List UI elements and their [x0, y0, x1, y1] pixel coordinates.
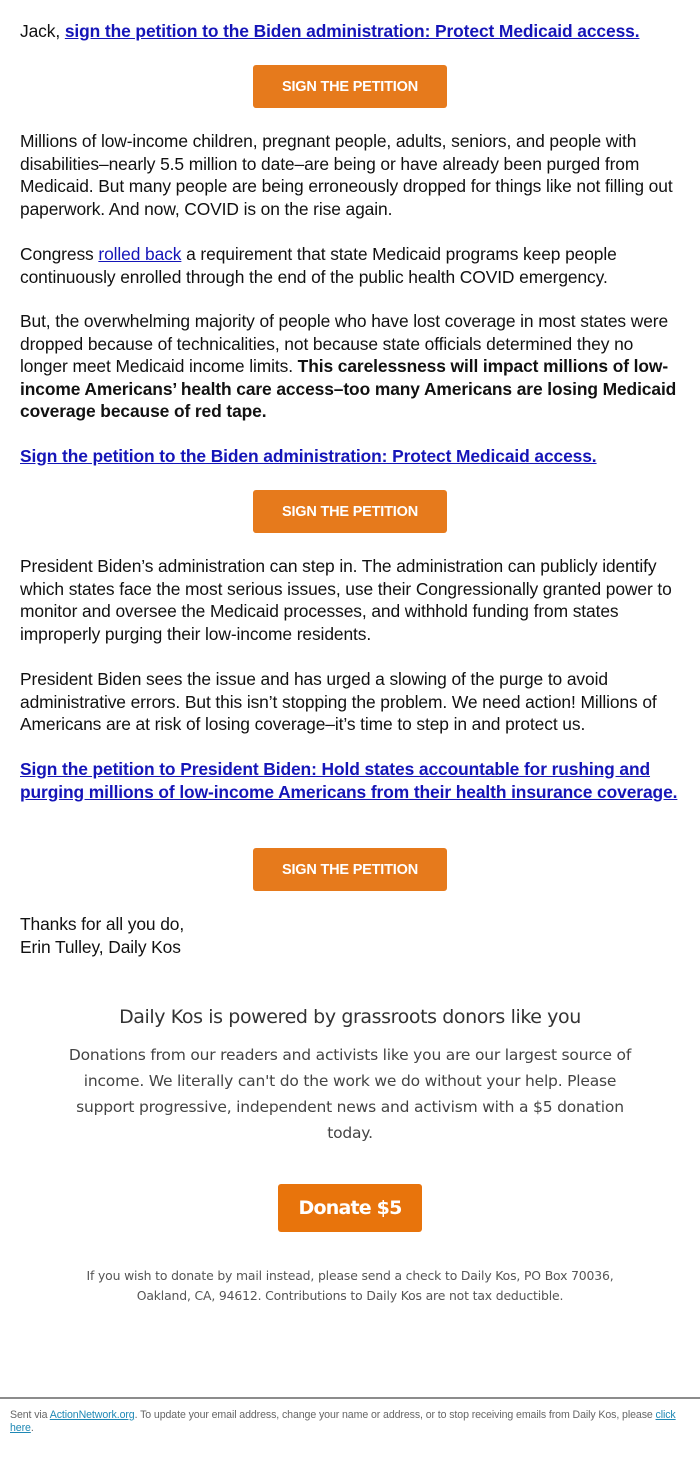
- intro-line: [20, 20, 680, 43]
- rolled-back-link[interactable]: rolled back: [98, 244, 182, 264]
- mail-donation-note: If you wish to donate by mail instead, please send a check to Daily Kos, PO Box 70036, Oakland, CA, 94612. Contributions to Daily Kos are not tax deductible.: [86, 1268, 614, 1303]
- footer-text: . To update your email address, change your name or address, or to stop receiving emails from Daily Kos, please: [134, 1409, 656, 1421]
- unsubscribe-link[interactable]: click here: [10, 1409, 676, 1434]
- donate-title: Daily Kos is powered by grassroots donors like you: [119, 1006, 581, 1028]
- paragraph-text: But, the overwhelming majority of people who have lost coverage in most states were dropped because of technicalities, not because state officials determined they no longer meet Medicaid income limits.: [20, 311, 669, 376]
- paragraph-technicalities: [20, 310, 680, 423]
- petition-link-2[interactable]: Sign the petition to the Biden administration: Protect Medicaid access.: [20, 446, 597, 466]
- petition-link-line-3: [20, 758, 680, 803]
- petition-link-line-2: [20, 445, 680, 468]
- paragraph-text: a requirement that state Medicaid programs keep people continuously enrolled through the end of the public health COVID emergency.: [20, 244, 617, 287]
- sign-petition-button-2[interactable]: SIGN THE PETITION: [253, 490, 447, 533]
- paragraph-administration: President Biden’s administration can step in. The administration can publicly identify which states face the most serious issues, use their Congressionally granted power to monitor and oversee the Medicaid processes, and withhold funding from states improperly purging their low-income residents.: [20, 556, 672, 644]
- footer: [10, 1409, 690, 1435]
- actionnetwork-link[interactable]: ActionNetwork.org: [49, 1409, 135, 1421]
- signoff-name: Erin Tulley, Daily Kos: [20, 936, 181, 957]
- signoff-thanks: Thanks for all you do,: [20, 914, 185, 934]
- sign-petition-button-1[interactable]: SIGN THE PETITION: [253, 65, 447, 108]
- petition-link-3[interactable]: Sign the petition to President Biden: Hold states accountable for rushing and purging millions of low-income Americans from their health insurance coverage.: [20, 759, 678, 802]
- signoff: [20, 913, 680, 958]
- paragraph-text: Congress: [20, 244, 99, 264]
- paragraph-bold-text: This carelessness will impact millions of low-income Americans’ health care access–too many Americans are losing Medicaid coverage because of red tape.: [20, 356, 677, 421]
- paragraph-purge: Millions of low-income children, pregnant people, adults, seniors, and people with disabilities–nearly 5.5 million to date–are being or have already been purged from Medicaid. But many people are being erroneously dropped for things like not filling out paperwork. And now, COVID is on the rise again.: [20, 131, 673, 219]
- petition-link-intro[interactable]: sign the petition to the Biden administration: Protect Medicaid access.: [64, 21, 640, 41]
- paragraph-congress: [20, 243, 680, 288]
- footer-text: .: [30, 1422, 34, 1434]
- footer-text: Sent via: [10, 1409, 50, 1421]
- donate-5-button[interactable]: Donate $5: [278, 1184, 422, 1232]
- greeting: Jack,: [20, 21, 65, 41]
- paragraph-biden-urged: President Biden sees the issue and has urged a slowing of the purge to avoid administrative errors. But this isn’t stopping the problem. We need action! Millions of Americans are at risk of losing coverage–it’s time to step in and protect us.: [20, 669, 657, 734]
- donate-body: Donations from our readers and activists like you are our largest source of income. We literally can't do the work we do without your help. Please support progressive, independent news and activism with a $5 donation today.: [68, 1046, 632, 1142]
- footer-divider: [0, 1397, 700, 1399]
- sign-petition-button-3[interactable]: SIGN THE PETITION: [253, 848, 447, 891]
